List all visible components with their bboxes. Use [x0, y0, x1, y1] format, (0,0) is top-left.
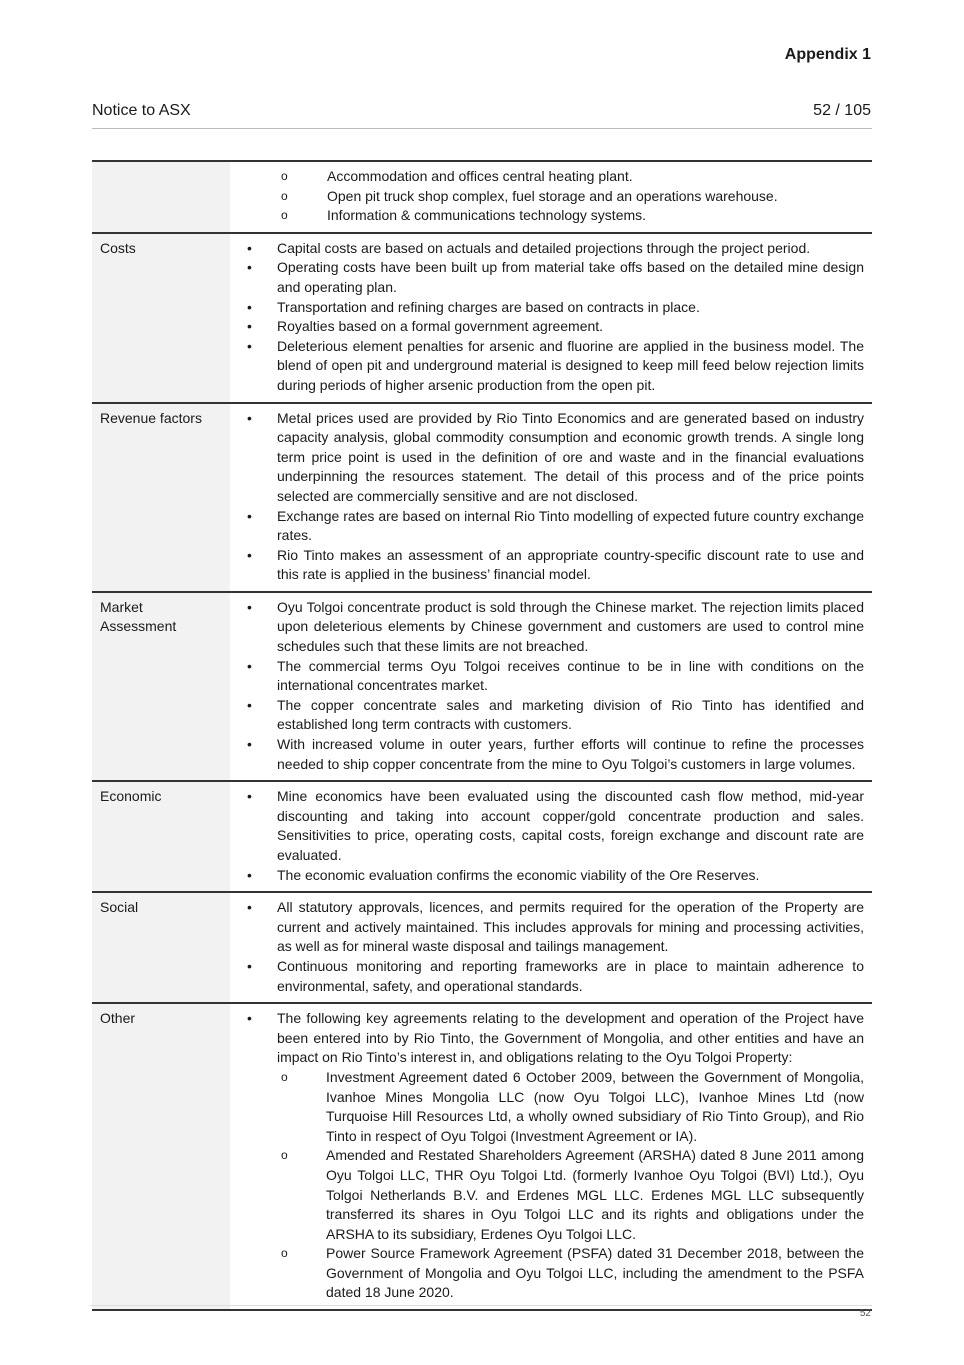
bullet-text: The following key agreements relating to the development and operation of the Project have been entered into by Rio Tinto, the Government of Mongolia, and other entities and have an impact on Rio Tinto’s interest in, and obligations relating to the Oyu Tolgoi Property: — [277, 1010, 864, 1066]
row-continuation — [92, 161, 872, 233]
row-body-other — [230, 1003, 872, 1310]
sub-item: o Power Source Framework Agreement (PSFA) dated 31 December 2018, between the Government of Mongolia and Oyu Tolgoi LLC, including the amendment to the PSFA dated 18 June 2020. — [277, 1244, 864, 1303]
row-label-empty — [92, 161, 230, 233]
row-label-costs: Costs — [92, 233, 230, 403]
bullet-item: • The commercial terms Oyu Tolgoi receives continue to be in line with conditions on the international concentrates market. — [230, 657, 864, 696]
page-counter: 52 / 105 — [813, 102, 871, 119]
sub-item: o Open pit truck shop complex, fuel storage and an operations warehouse. — [230, 187, 864, 207]
bullet-item: • Royalties based on a formal government agreement. — [230, 317, 864, 337]
bullet-item: • Capital costs are based on actuals and detailed projections through the project period. — [230, 239, 864, 259]
bullet-item: • Mine economics have been evaluated using the discounted cash flow method, mid-year discounting and taking into account copper/gold concentrate production and sales. Sensitivities to price, operating costs, capital costs, foreign exchange and discount rate are evaluated. — [230, 787, 864, 865]
bullet-item — [230, 1009, 864, 1303]
bullet-item: • Continuous monitoring and reporting frameworks are in place to maintain adherence to environmental, safety, and operational standards. — [230, 957, 864, 996]
row-revenue-factors — [92, 403, 872, 592]
sub-item: o Amended and Restated Shareholders Agreement (ARSHA) dated 8 June 2011 among Oyu Tolgoi LLC, THR Oyu Tolgoi Ltd. (formerly Ivanhoe Oyu Tolgoi (BVI) Ltd.), Oyu Tolgoi Netherlands B.V. and Erdenes MGL LLC. Erdenes MGL LLC subsequently transferred its shares in Oyu Tolgoi LLC and its rights and obligations under the ARSHA to its subsidiary, Erdenes Oyu Tolgoi LLC. — [277, 1146, 864, 1244]
row-other — [92, 1003, 872, 1310]
bullet-item: • Operating costs have been built up from material take offs based on the detailed mine design and operating plan. — [230, 258, 864, 297]
row-market-assessment — [92, 592, 872, 781]
bullet-item: • With increased volume in outer years, further efforts will continue to refine the processes needed to ship copper concentrate from the mine to Oyu Tolgoi’s customers in large volumes. — [230, 735, 864, 774]
row-body-market-assessment — [230, 592, 872, 781]
row-social — [92, 892, 872, 1003]
footer-page-number: 52 — [859, 1308, 871, 1319]
bullet-item: • Metal prices used are provided by Rio Tinto Economics and are generated based on industry capacity analysis, global commodity consumption and economic growth trends. A single long term price point is used in the definition of ore and waste and in the financial evaluations underpinning the resources statement. The detail of this process and of the price points selected are commercially sensitive and are not disclosed. — [230, 409, 864, 507]
bullet-item: • The copper concentrate sales and marketing division of Rio Tinto has identified and established long term contracts with customers. — [230, 696, 864, 735]
document-title: Notice to ASX — [92, 102, 191, 119]
row-label-economic: Economic — [92, 781, 230, 892]
bullet-item: • Exchange rates are based on internal Rio Tinto modelling of expected future country exchange rates. — [230, 507, 864, 546]
row-label-other: Other — [92, 1003, 230, 1310]
row-body-costs — [230, 233, 872, 403]
bullet-item: • Deleterious element penalties for arsenic and fluorine are applied in the business model. The blend of open pit and underground material is designed to keep mill feed below rejection limits during periods of higher arsenic production from the open pit. — [230, 337, 864, 396]
row-label-social: Social — [92, 892, 230, 1003]
bullet-item: • The economic evaluation confirms the economic viability of the Ore Reserves. — [230, 866, 864, 886]
bullet-item: • All statutory approvals, licences, and permits required for the operation of the Property are current and actively maintained. This includes approvals for mining and processing activities, as well as for mineral waste disposal and tailings management. — [230, 898, 864, 957]
sub-item: o Information & communications technology systems. — [230, 206, 864, 226]
row-costs — [92, 233, 872, 403]
row-economic — [92, 781, 872, 892]
appendix-label: Appendix 1 — [784, 46, 871, 63]
bullet-item: • Oyu Tolgoi concentrate product is sold through the Chinese market. The rejection limits placed upon deleterious elements by Chinese government and customers are used to control mine schedules such that these limits are not breached. — [230, 598, 864, 657]
bullet-item: • Transportation and refining charges are based on contracts in place. — [230, 298, 864, 318]
row-body-social — [230, 892, 872, 1003]
header-divider — [92, 128, 872, 129]
sub-item: o Accommodation and offices central heating plant. — [230, 167, 864, 187]
footer-divider — [90, 1305, 872, 1306]
row-label-market-assessment: Market Assessment — [92, 592, 230, 781]
row-body-economic — [230, 781, 872, 892]
row-body-revenue-factors — [230, 403, 872, 592]
row-body-continuation — [230, 161, 872, 233]
row-label-revenue-factors: Revenue factors — [92, 403, 230, 592]
sub-item: o Investment Agreement dated 6 October 2009, between the Government of Mongolia, Ivanhoe Mines Mongolia LLC (now Oyu Tolgoi LLC), Ivanhoe Mines Ltd (now Turquoise Hill Resources Ltd, a wholly owned subsidiary of Rio Tinto Group), and Rio Tinto in respect of Oyu Tolgoi (Investment Agreement or IA). — [277, 1068, 864, 1146]
ore-reserves-table — [92, 160, 872, 1311]
bullet-item: • Rio Tinto makes an assessment of an appropriate country-specific discount rate to use and this rate is applied in the business’ financial model. — [230, 546, 864, 585]
